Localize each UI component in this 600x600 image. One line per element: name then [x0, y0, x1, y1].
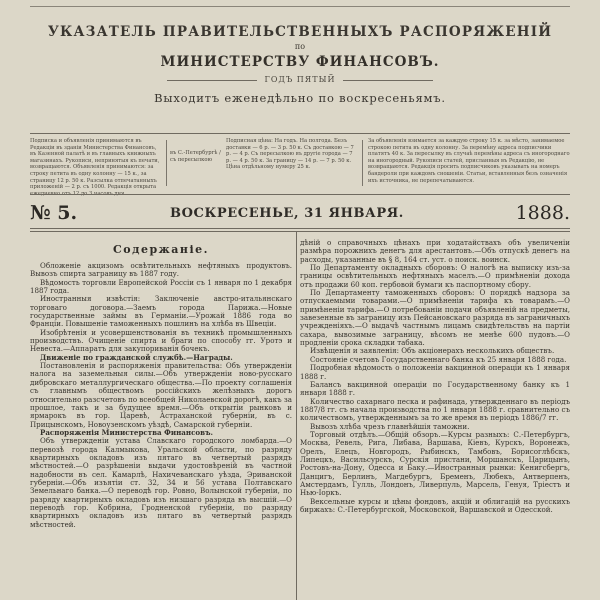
contents-right-column	[300, 235, 570, 600]
masthead-year-row	[0, 75, 600, 84]
contents-item: По Департаменту окладныхъ сборовъ: О налогѣ на выписку изъ-за границы освѣтительныхъ нефтяныхъ маселъ.—О примѣненіи дохода отъ продажи 60 коп. гербовой бумаги къ паспортному сбору.	[300, 263, 570, 289]
issue-date: ВОСКРЕСЕНЬЕ, 31 ЯНВАРЯ.	[170, 206, 404, 221]
subscription-city: въ С.-Петербургѣ / съ пересылкою	[170, 150, 221, 163]
masthead	[0, 24, 600, 105]
subscription-prices: Подписная цѣна: На годъ. На полгода. Безъ доставки — 6 р. — 3 р. 50 к. Съ доставкою — 7 р. — 4 р. Съ пересылкою въ другіе города — 7 р. — 4 р. 50 к. За границу — 14 р. — 7 р. 50 к. Цѣна отдѣльному нумеру 25 к.	[226, 138, 354, 171]
issue-bottom-rule	[30, 228, 570, 229]
contents-item: Движеніе по гражданской службѣ.—Награды.	[40, 352, 233, 362]
masthead-ministry: МИНИСТЕРСТВУ ФИНАНСОВЪ.	[160, 54, 440, 70]
contents-item: Балансъ вакцинной операціи по Государственному банку къ 1 января 1888 г.	[300, 379, 570, 398]
masthead-year: ГОДЪ ПЯТЫЙ	[264, 75, 336, 84]
contents-item: Вексельные курсы и цѣны фондовъ, акцій и облигацій на русскихъ биржахъ: С.-Петербургской, Московской, Варшавской и Одесской.	[300, 496, 570, 514]
masthead-frequency: Выходитъ еженедѣльно по воскресеньямъ.	[154, 91, 446, 105]
subscription-left: Подписка и объявленія принимаются въ Редакціи въ зданіи Министерства Финансовъ, въ Казенной палатѣ и въ главныхъ книжныхъ магазинахъ. Рукописи, непринятыя къ печати, возвращаются. Объявленія принимаются: за строку петита въ одну колонну — 15 к., за страницу 12 р. 50 к. Разсылка отпечатанныхъ приложеній — 2 р. съ 1000. Редакція открыта ежедневно отъ 12 до 3 часовъ дня.	[30, 138, 160, 197]
contents-item: Объ утвержденіи устава Славскаго городского ломбарда.—О перевозѣ города Калмыкова, Уральской области, по разряду квартирныхъ окладовъ изъ пятаго въ четвертый разрядъ мѣстностей.—О разрѣшеніи выдачи удостовѣреній въ частной надобности въ сел. Камарлѣ, Нахичеванскаго уѣзда, Эриванской губерніи.—Объ изъятіи ст. 32, 34 и 56 устава Полтавскаго Земельнаго банка.—О переводѣ гор. Ровно, Волынской губерніи, по разряду квартирныхъ окладовъ изъ низшаго разряда въ высшій.—О переводѣ гор. Кобрина, Гродненской губерніи, по разряду квартирныхъ окладовъ изъ пятаго въ четвертый разрядъ мѣстностей.	[30, 436, 292, 529]
contents-item: Количество сахарнаго песка и рафинада, утвержденнаго въ періодъ 1887/8 гг. съ начала производства по 1 января 1888 г. сравнительно съ количествомъ, утвержденнымъ за то же время въ періодъ 1886/7 гг.	[300, 396, 570, 423]
top-rule	[30, 6, 570, 7]
contents-title: Содержаніе.	[113, 243, 209, 256]
contents-item: Извѣщенія и заявленія: Объ акціонерахъ несколькихъ обществъ.	[310, 346, 555, 356]
subscription-right: За объявленія взимается за каждую строку 15 к. за мѣсто, занимаемое строкою петита въ одну колонну. За перемѣну адреса подписчики платятъ 40 к. За пересылку въ случаѣ перемѣны адреса съ иногороднаго на иногородный. Рукописи статей, присланныя въ Редакцію, не возвращаются. Редакція просить подписчиковъ указывать на номеръ бандероли при каждомъ сношеніи. Статьи, вставленныя безъ означенія ихъ источника, не перепечатываются.	[368, 138, 570, 184]
contents-item: Иностранныя извѣстія: Заключеніе австро-итальянскаго торговаго договора.—Заемъ города Парижа.—Новые государственные займы въ Германіи.—Урожай 1886 года во Франціи. Повышеніе таможенныхъ пошлинъ на хлѣба въ Швеціи.	[30, 294, 292, 329]
contents-item: Состояніе счетовъ Государственнаго банка къ 25 января 1888 года.	[310, 354, 567, 364]
contents-item: Изобрѣтенія и усовершенствованія въ техникѣ промышленныхъ производствъ. Очищеніе спирта и браги по способу гг. Уротэ и Невеста.—Аппаратъ для закупориванія бочекъ.	[30, 327, 292, 354]
masthead-title: УКАЗАТЕЛЬ ПРАВИТЕЛЬСТВЕННЫХЪ РАСПОРЯЖЕНІЙ	[47, 24, 553, 40]
issue-bottom-rule-2	[30, 231, 570, 232]
subscription-bottom-rule	[30, 194, 570, 195]
contents-item: По Департаменту таможенныхъ сборовъ: О порядкѣ надзора за отпускаемыми товарами.—О примѣненіи тарифа къ товарамъ.—О примѣненіи тарифа.—О потребованіи подачи объявленій на предметы, завезенные въ заграницу изъ Пейсановскаго разряда въ заграничныхъ учрежденіяхъ.—О выдачѣ частнымъ лицамъ свидѣтельствъ на партіи сахара, вывозимые заграницу, вѣсомъ не менѣе 600 пудовъ.—О продленіи срока складки табака.	[300, 288, 570, 348]
year-left-dash	[167, 80, 257, 81]
subscription-divider-2	[362, 140, 363, 186]
contents-item: Вѣдомость торговли Европейской Россіи съ 1 января по 1 декабря 1887 года.	[30, 277, 292, 296]
contents-item: дѣній о справочныхъ цѣнахъ при ходатайствахъ объ увеличеніи размѣра порожнихъ денегъ для арестантовъ.—Объ отпускѣ денегъ на расходы, указанные въ § 8, 164 ст. уст. о поиск. воинск.	[300, 238, 570, 264]
issue-number: № 5.	[30, 202, 78, 224]
column-separator	[296, 232, 297, 600]
contents-item: Подробная вѣдомость о положеніи вакцинной операціи къ 1 января 1888 г.	[300, 363, 570, 381]
issue-row	[30, 202, 570, 224]
subscription-top-rule	[30, 133, 570, 134]
subscription-divider-1	[166, 140, 167, 186]
subscription-block	[30, 138, 570, 197]
contents-item: Обложеніе акцизомъ освѣтительныхъ нефтяныхъ продуктовъ. Вывозъ спирта заграницу въ 1887 году.	[30, 261, 292, 279]
contents-left-column	[30, 235, 292, 600]
contents-item: Торговый отдѣлъ.—Общій обзоръ.—Курсы разныхъ: С.-Петербургъ, Москва, Ревель, Рига, Либава, Варшава, Кіевъ, Курскъ, Воронежъ, Орелъ, Елецъ, Новгородъ, Рыбинскъ, Тамбовъ, Борисоглѣбскъ, Липецкъ, Васильсурскъ, Сурскія пристани, Моршанскъ, Царицынъ, Ростовъ-на-Дону, Одесса и Баку.—Иностранныя рынки: Кенигсбергъ, Данцигъ, Берлинъ, Магдебургъ, Бременъ, Любекъ, Антверпенъ, Амстердамъ, Гулль, Лондонъ, Ливерпуль, Марсель, Генуя, Тріестъ и Нью-Іоркъ.	[300, 429, 570, 498]
masthead-by: по	[294, 42, 306, 51]
contents-item: Распоряженія Министерства Финансовъ.	[40, 427, 213, 437]
issue-year: 1888.	[515, 202, 570, 224]
contents-item: Вывозъ хлѣба чрезъ главнѣйшія таможни.	[310, 421, 470, 431]
contents-item: Постановленія и распоряженія правительства: Объ утвержденіи налога на заземельныя силы.—Объ утвержденіи ново-русскаго дибровскаго металлургическаго общества.—По проекту соглашенія съ главнымъ обществомъ россійскихъ желѣзныхъ дорогъ относительно разсчетовъ по всеобщей Николаевской дорогѣ, какъ за прошлое, такъ и за будущее время.—Объ открытіи рынковъ и ярмарокъ въ гор. Царевѣ, Астраханской губерніи, въ с. Прицынскомъ, Новоузенскомъ уѣздѣ, Самарской губерніи.	[30, 361, 292, 429]
year-right-dash	[343, 80, 433, 81]
